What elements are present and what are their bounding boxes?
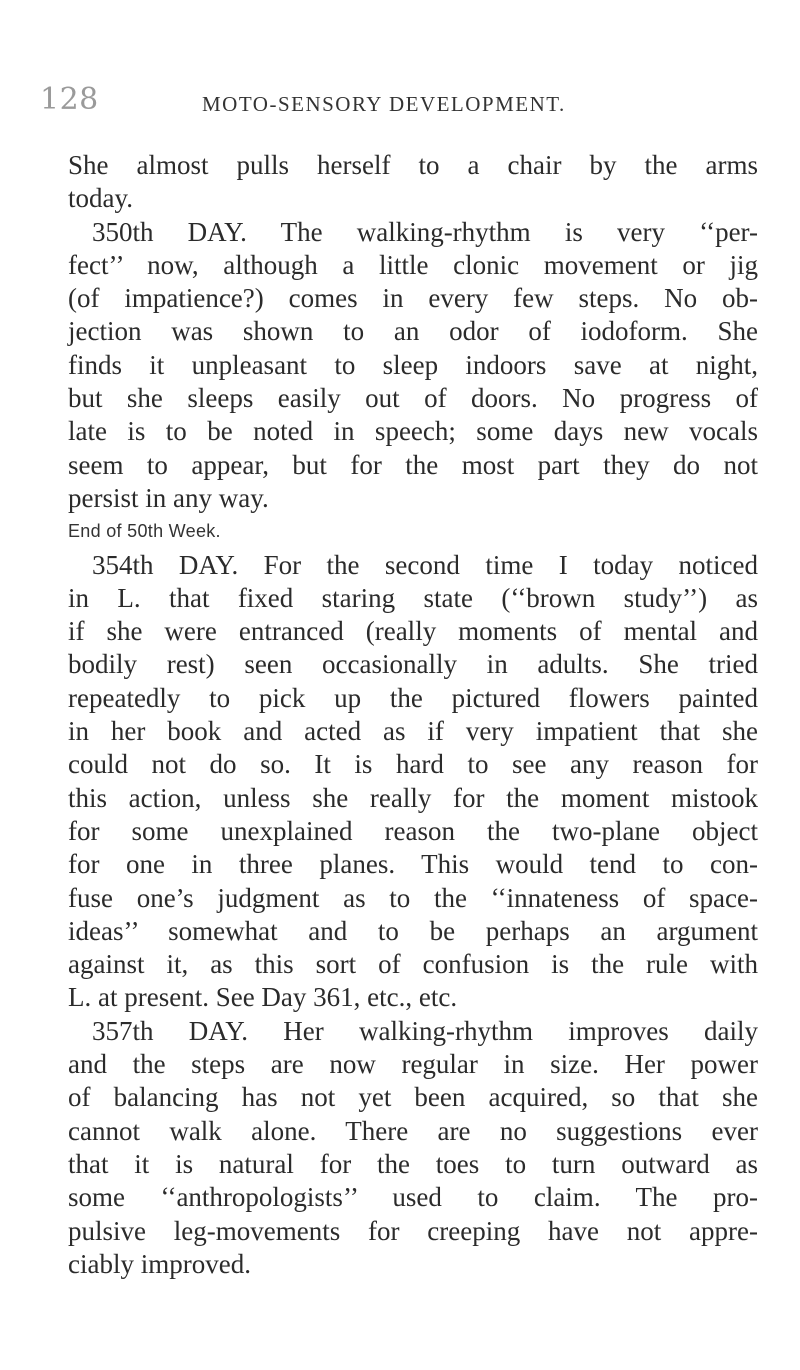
text-line: ideas’’ somewhat and to be perhaps an argument bbox=[68, 915, 758, 946]
text-line: L. at present. See Day 361, etc., etc. bbox=[68, 982, 458, 1013]
text-line: this action, unless she really for the moment mistook bbox=[68, 782, 758, 813]
text-line: and the steps are now regular in size. Her power bbox=[68, 1049, 758, 1080]
text-line: if she were entranced (really moments of mental and bbox=[68, 616, 758, 647]
text-line: could not do so. It is hard to see any reason for bbox=[68, 749, 758, 780]
text-line: jection was shown to an odor of iodoform. She bbox=[68, 316, 758, 347]
text-line: that it is natural for the toes to turn outward as bbox=[68, 1148, 758, 1179]
text-line: for some unexplained reason the two-plane object bbox=[68, 815, 758, 846]
page-number: 128 bbox=[40, 82, 99, 117]
week-marker: End of 50th Week. bbox=[68, 521, 221, 542]
text-line: finds it unpleasant to sleep indoors save at night, bbox=[68, 349, 758, 380]
text-line: pulsive leg-movements for creeping have not appre- bbox=[68, 1215, 758, 1246]
text-line: fuse one’s judgment as to the ‘‘innateness of space- bbox=[68, 882, 758, 913]
text-line: (of impatience?) comes in every few steps. No ob- bbox=[68, 283, 758, 314]
text-line: repeatedly to pick up the pictured flowers painted bbox=[68, 682, 758, 713]
text-line: but she sleeps easily out of doors. No progress of bbox=[68, 383, 758, 414]
text-line: bodily rest) seen occasionally in adults. She tried bbox=[68, 649, 758, 680]
text-line: ciably improved. bbox=[68, 1248, 251, 1279]
text-line: for one in three planes. This would tend to con- bbox=[68, 849, 758, 880]
text-line: some ‘‘anthropologists’’ used to claim. The pro- bbox=[68, 1182, 758, 1213]
entry-350th-day: 350th DAY. The walking-rhythm is very ‘‘per- bbox=[92, 216, 758, 247]
page-header bbox=[40, 82, 760, 122]
text-line: in her book and acted as if very impatient that she bbox=[68, 716, 758, 747]
text-line: cannot walk alone. There are no suggestions ever bbox=[68, 1115, 758, 1146]
text-line: of balancing has not yet been acquired, so that she bbox=[68, 1082, 758, 1113]
entry-354th-day: 354th DAY. For the second time I today noticed bbox=[92, 549, 758, 580]
text-line: in L. that fixed staring state (‘‘brown study’’) as bbox=[68, 582, 758, 613]
text-line: She almost pulls herself to a chair by the arms bbox=[68, 150, 758, 180]
running-title: MOTO-SENSORY DEVELOPMENT. bbox=[202, 92, 566, 116]
entry-357th-day: 357th DAY. Her walking-rhythm improves daily bbox=[92, 1015, 758, 1046]
text-line: persist in any way. bbox=[68, 482, 269, 513]
text-line: seem to appear, but for the most part they do not bbox=[68, 449, 758, 480]
text-line: against it, as this sort of confusion is the rule with bbox=[68, 949, 758, 980]
text-line: late is to be noted in speech; some days new vocals bbox=[68, 416, 758, 447]
text-line: today. bbox=[68, 183, 133, 214]
text-line: fect’’ now, although a little clonic movement or jig bbox=[68, 249, 758, 280]
body-text bbox=[68, 149, 758, 1281]
